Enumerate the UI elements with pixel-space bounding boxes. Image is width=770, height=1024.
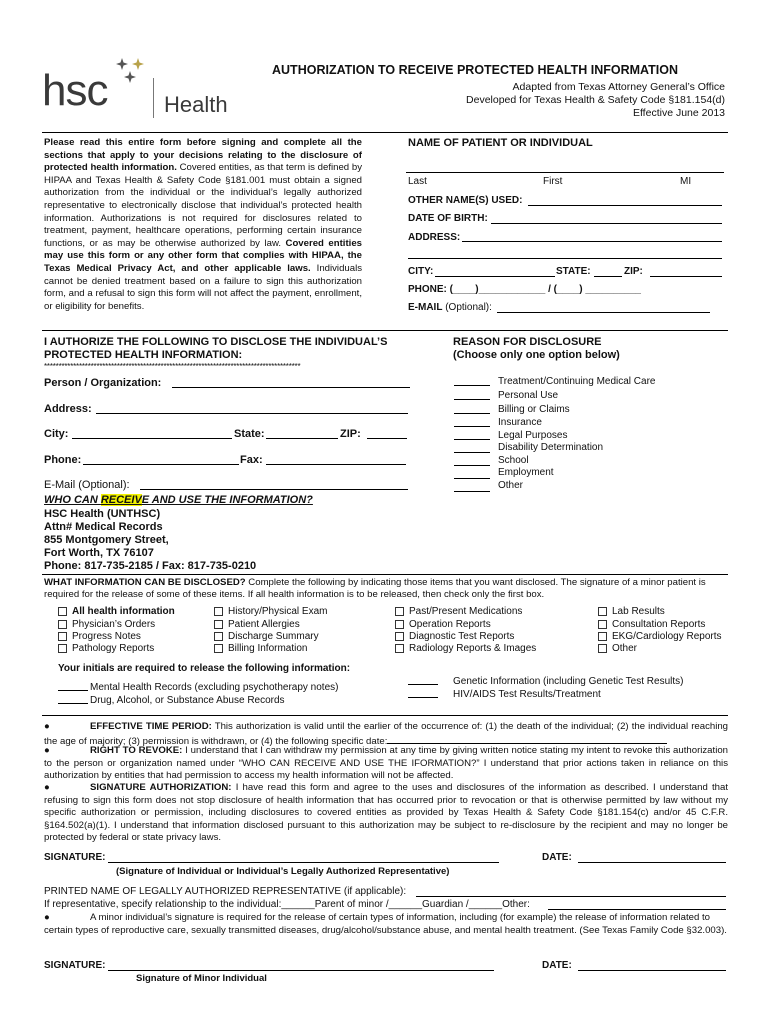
initials-blank-hiv[interactable] — [408, 697, 438, 698]
email-field[interactable] — [497, 312, 710, 313]
checkbox-icon[interactable] — [395, 620, 404, 629]
authorize-heading-1: I AUTHORIZE THE FOLLOWING TO DISCLOSE THE INDIVIDUAL’S — [44, 336, 388, 348]
reason-item: Personal Use — [498, 390, 559, 401]
checkbox-icon[interactable] — [598, 644, 607, 653]
patient-last-label: Last — [408, 176, 427, 187]
reason-heading-1: REASON FOR DISCLOSURE — [453, 336, 602, 348]
patient-name-field[interactable] — [406, 172, 724, 173]
printed-name-field[interactable] — [416, 896, 726, 897]
reason-blank-7[interactable] — [454, 478, 490, 479]
reason-item: Other — [498, 480, 524, 491]
initials-blank-mental[interactable] — [58, 690, 88, 691]
person-org-label: Person / Organization: — [44, 377, 162, 389]
checkbox-item[interactable] — [58, 619, 155, 630]
zip-field[interactable] — [650, 276, 722, 277]
auth-state-field[interactable] — [266, 438, 338, 439]
minor-signature-field[interactable] — [108, 970, 494, 971]
checkbox-label: Physician’s Orders — [72, 619, 156, 630]
stars-divider: **************************************************************************************** — [44, 362, 301, 371]
minor-signature-label: SIGNATURE: — [44, 960, 106, 971]
who-heading-highlight: RECEIV — [100, 494, 142, 506]
auth-address-field[interactable] — [96, 413, 408, 414]
city-label: CITY: — [408, 266, 434, 277]
minor-signature-caption: Signature of Minor Individual — [136, 973, 267, 984]
checkbox-icon[interactable] — [598, 632, 607, 641]
reason-item: School — [498, 455, 529, 466]
signature-field[interactable] — [108, 862, 499, 863]
phone-label[interactable]: PHONE: (____)____________ / (____) __________ — [408, 284, 641, 295]
signature-authorization — [44, 782, 728, 845]
initials-blank-drug[interactable] — [58, 703, 88, 704]
what-body: Complete the following by indicating those items that you want disclosed. The signature of a minor patient is required for the release of some of these items. If all health information is to be released, then check only the first box. — [44, 577, 706, 600]
address-field-2[interactable] — [408, 258, 722, 259]
reason-item: Billing or Claims — [498, 404, 570, 415]
who-heading — [44, 494, 313, 506]
signature-caption: (Signature of Individual or Individual’s Legally Authorized Representative) — [116, 866, 450, 877]
checkbox-item[interactable] — [395, 643, 536, 654]
revoke-body: I understand that I can withdraw my permission at any time by giving written notice stating my intent to revoke this authorization to the person or organization named under “WHO CAN RECEIVE AND USE THE IFORMATION?” I understand that prior actions taken in reliance on this authorization by entities that had permission to access my health information will not be affected. — [44, 745, 728, 782]
relationship-other-field[interactable] — [548, 909, 726, 910]
header-line1: Adapted from Texas Attorney General’s Office — [512, 81, 725, 93]
checkbox-label: Consultation Reports — [612, 619, 706, 630]
auth-phone-label: Phone: — [44, 454, 82, 466]
effective-body: This authorization is valid until the earlier of the occurrence of: (1) the death of the individual; (2) the individual reaching the age of majority; (3) permission is withdrawn, or (4) the following specific date: — [44, 721, 729, 747]
checkbox-item[interactable] — [598, 619, 705, 630]
bullet-icon: ● — [44, 912, 50, 923]
intro-body: Covered entities, as that term is defined by HIPAA and Texas Health & Safety Code §181.001 must obtain a signed authorization from the individual or the individual’s legally authorized representative to electronically disclose that individual’s protected health information. Authorizations is not required for disclosures related to treatment, payment, healthcare operations, performing certain insurance functions, or as may be otherwise authorized by law. — [44, 162, 362, 249]
dob-label: DATE OF BIRTH: — [408, 213, 488, 224]
checkbox-item[interactable] — [214, 631, 319, 642]
patient-heading: NAME OF PATIENT OR INDIVIDUAL — [408, 137, 593, 149]
auth-zip-label: ZIP: — [340, 428, 361, 440]
checkbox-label: Patient Allergies — [228, 619, 300, 630]
checkbox-label: Other — [612, 643, 638, 654]
minor-note-body: A minor individual’s signature is required for the release of certain types of information, including (for example) the release of information related to certain types of reproductive care, sexually transmitted diseases, drug/alcohol/substance abuse, and mental health treatment. (See Texas Family Code §32.003). — [44, 912, 727, 936]
state-label: STATE: — [556, 266, 591, 277]
checkbox-item[interactable] — [58, 643, 154, 654]
checkbox-label: Lab Results — [612, 606, 665, 617]
logo — [42, 56, 242, 126]
email-optional: (Optional): — [442, 302, 492, 313]
sig-auth-body: I have read this form and agree to the uses and disclosures of the information as described. I understand that refusing to sign this form does not stop disclosure of health information that has occurred prior to revocation or that is otherwise permitted by law without my specific authorization or permission, including disclosures to covered entities as provided by Texas Health & Safety Code §181.154(c) and/or 45 C.F.R. §164.502(a)(1). I understand that information disclosed pursuant to this authorization may be subject to re-disclosure by the recipient and may no longer be protected by federal or state privacy laws. — [44, 782, 729, 844]
what-lead: WHAT INFORMATION CAN BE DISCLOSED? — [44, 577, 246, 588]
city-field[interactable] — [435, 276, 555, 277]
section-rule-2 — [42, 574, 728, 575]
reason-blank-4[interactable] — [454, 439, 490, 440]
other-names-field[interactable] — [528, 205, 722, 206]
header-line2: Developed for Texas Health & Safety Code §181.154(d) — [466, 94, 725, 106]
checkbox-label: Billing Information — [228, 643, 308, 654]
bullet-icon: ● — [44, 745, 50, 756]
checkbox-icon[interactable] — [598, 607, 607, 616]
other-names-label: OTHER NAME(S) USED: — [408, 195, 523, 206]
what-text — [44, 577, 728, 601]
signature-date-label: DATE: — [542, 852, 572, 863]
checkbox-icon[interactable] — [395, 632, 404, 641]
checkbox-icon[interactable] — [58, 644, 67, 653]
logo-health: Health — [164, 92, 228, 117]
auth-city-label: City: — [44, 428, 69, 440]
reason-blank-3[interactable] — [454, 426, 490, 427]
checkbox-label: Pathology Reports — [72, 643, 155, 654]
checkbox-item[interactable] — [598, 643, 637, 654]
checkbox-label: Progress Notes — [72, 631, 141, 642]
effective-date-field[interactable] — [387, 734, 667, 744]
form-title: AUTHORIZATION TO RECEIVE PROTECTED HEALTH INFORMATION — [272, 63, 679, 77]
reason-blank-8[interactable] — [454, 491, 490, 492]
sig-auth-lead: SIGNATURE AUTHORIZATION: — [90, 782, 232, 793]
revoke-lead: RIGHT TO REVOKE: — [90, 745, 183, 756]
checkbox-icon[interactable] — [214, 620, 223, 629]
auth-state-label: State: — [234, 428, 265, 440]
checkbox-icon[interactable] — [58, 607, 67, 616]
bullet-icon: ● — [44, 721, 50, 732]
initials-mental-label: Mental Health Records (excluding psychotherapy notes) — [90, 682, 339, 693]
who-heading-post: E AND USE THE INFORMATION? — [141, 494, 313, 506]
printed-name-label: PRINTED NAME OF LEGALLY AUTHORIZED REPRESENTATIVE (if applicable): — [44, 886, 407, 897]
checkbox-all-health[interactable] — [58, 606, 175, 617]
initials-genetic-label: Genetic Information (including Genetic Test Results) — [453, 676, 684, 687]
checkbox-label: Past/Present Medications — [409, 606, 523, 617]
effective-lead: EFFECTIVE TIME PERIOD: — [90, 721, 212, 732]
auth-phone-field[interactable] — [83, 464, 239, 465]
header-line3: Effective June 2013 — [632, 107, 725, 119]
logo-brand: hsc — [42, 66, 108, 115]
checkbox-item[interactable] — [598, 631, 722, 642]
who-line-4: Fort Worth, TX 76107 — [44, 547, 154, 559]
zip-label: ZIP: — [624, 266, 643, 277]
checkbox-item[interactable] — [214, 643, 307, 654]
initials-heading: Your initials are required to release the following information: — [58, 663, 351, 674]
reason-item: Insurance — [498, 417, 542, 428]
email-label-text: E-MAIL — [408, 302, 443, 313]
checkbox-label: Radiology Reports & Images — [409, 643, 537, 654]
who-line-3: 855 Montgomery Street, — [44, 534, 169, 546]
auth-zip-field[interactable] — [367, 438, 407, 439]
checkbox-item[interactable] — [58, 631, 141, 642]
address-field[interactable] — [462, 241, 722, 242]
intro-lead: Please read this entire form before signing and complete all the sections that apply to your decisions relating to the disclosure of protected health information. — [44, 137, 362, 174]
checkbox-item[interactable] — [395, 619, 491, 630]
who-line-2: Attn# Medical Records — [44, 521, 163, 533]
reason-blank-1[interactable] — [454, 399, 490, 400]
reason-blank-6[interactable] — [454, 465, 490, 466]
minor-date-label: DATE: — [542, 960, 572, 971]
signature-date-field[interactable] — [578, 862, 726, 863]
person-org-field[interactable] — [172, 387, 410, 388]
checkbox-item[interactable] — [214, 619, 300, 630]
reason-blank-0[interactable] — [454, 385, 490, 386]
checkbox-item[interactable] — [214, 606, 327, 617]
initials-drug-label: Drug, Alcohol, or Substance Abuse Records — [90, 695, 285, 706]
header-rule — [42, 132, 728, 133]
right-to-revoke — [44, 745, 728, 783]
auth-email-label: E-Mail (Optional): — [44, 479, 130, 491]
checkbox-icon[interactable] — [395, 607, 404, 616]
intro-text — [44, 137, 362, 313]
checkbox-label: EKG/Cardiology Reports — [612, 631, 722, 642]
section-rule-3 — [42, 715, 728, 716]
checkbox-label: Diagnostic Test Reports — [409, 631, 515, 642]
reason-item: Employment — [498, 467, 554, 478]
minor-note — [44, 912, 728, 937]
reason-heading-2: (Choose only one option below) — [453, 349, 620, 361]
checkbox-icon[interactable] — [598, 620, 607, 629]
signature-label: SIGNATURE: — [44, 852, 106, 863]
minor-date-field[interactable] — [578, 970, 726, 971]
relationship-label[interactable]: If representative, specify relationship to the individual:______Parent of minor /______Guardian /______Other: — [44, 899, 530, 910]
checkbox-item[interactable] — [395, 606, 522, 617]
checkbox-item[interactable] — [598, 606, 665, 617]
reason-item: Treatment/Continuing Medical Care — [498, 376, 656, 387]
checkbox-icon[interactable] — [214, 632, 223, 641]
reason-blank-5[interactable] — [454, 452, 490, 453]
checkbox-icon[interactable] — [214, 607, 223, 616]
bullet-icon: ● — [44, 782, 50, 793]
patient-first-label: First — [543, 176, 563, 187]
patient-mi-label: MI — [680, 176, 692, 187]
checkbox-icon[interactable] — [58, 632, 67, 641]
auth-city-field[interactable] — [72, 438, 232, 439]
checkbox-item[interactable] — [395, 631, 514, 642]
logo-divider — [153, 78, 154, 118]
checkbox-icon[interactable] — [395, 644, 404, 653]
auth-address-label: Address: — [44, 403, 92, 415]
initials-blank-genetic[interactable] — [408, 684, 438, 685]
intro-covered: Covered entities may use this form or any other form that complies with HIPAA, the Texas Medical Privacy Act, and other applicable laws. — [44, 237, 362, 274]
auth-fax-label: Fax: — [240, 454, 263, 466]
reason-blank-2[interactable] — [454, 413, 490, 414]
address-label: ADDRESS: — [408, 232, 461, 243]
logo-stars-icon — [116, 56, 148, 88]
who-line-1: HSC Health (UNTHSC) — [44, 508, 161, 520]
dob-field[interactable] — [491, 223, 722, 224]
authorize-heading-2: PROTECTED HEALTH INFORMATION: — [44, 349, 243, 361]
reason-item: Legal Purposes — [498, 430, 568, 441]
checkbox-label: All health information — [72, 606, 175, 617]
section-rule-1 — [42, 330, 728, 331]
checkbox-label: History/Physical Exam — [228, 606, 328, 617]
auth-fax-field[interactable] — [266, 464, 406, 465]
initials-hiv-label: HIV/AIDS Test Results/Treatment — [453, 689, 601, 700]
checkbox-label: Discharge Summary — [228, 631, 319, 642]
intro-denial: Individuals cannot be denied treatment based on a failure to sign this authorization form, and a refusal to sign this form will not affect the payment, enrollment, or eligibility for benefits. — [44, 262, 363, 312]
email-label — [408, 302, 492, 313]
checkbox-icon[interactable] — [214, 644, 223, 653]
reason-item: Disability Determination — [498, 442, 604, 453]
auth-email-field[interactable] — [140, 489, 408, 490]
state-field[interactable] — [594, 276, 622, 277]
who-line-5: Phone: 817-735-2185 / Fax: 817-735-0210 — [44, 560, 257, 572]
checkbox-label: Operation Reports — [409, 619, 491, 630]
checkbox-icon[interactable] — [58, 620, 67, 629]
who-heading-pre: WHO CAN — [44, 494, 101, 506]
